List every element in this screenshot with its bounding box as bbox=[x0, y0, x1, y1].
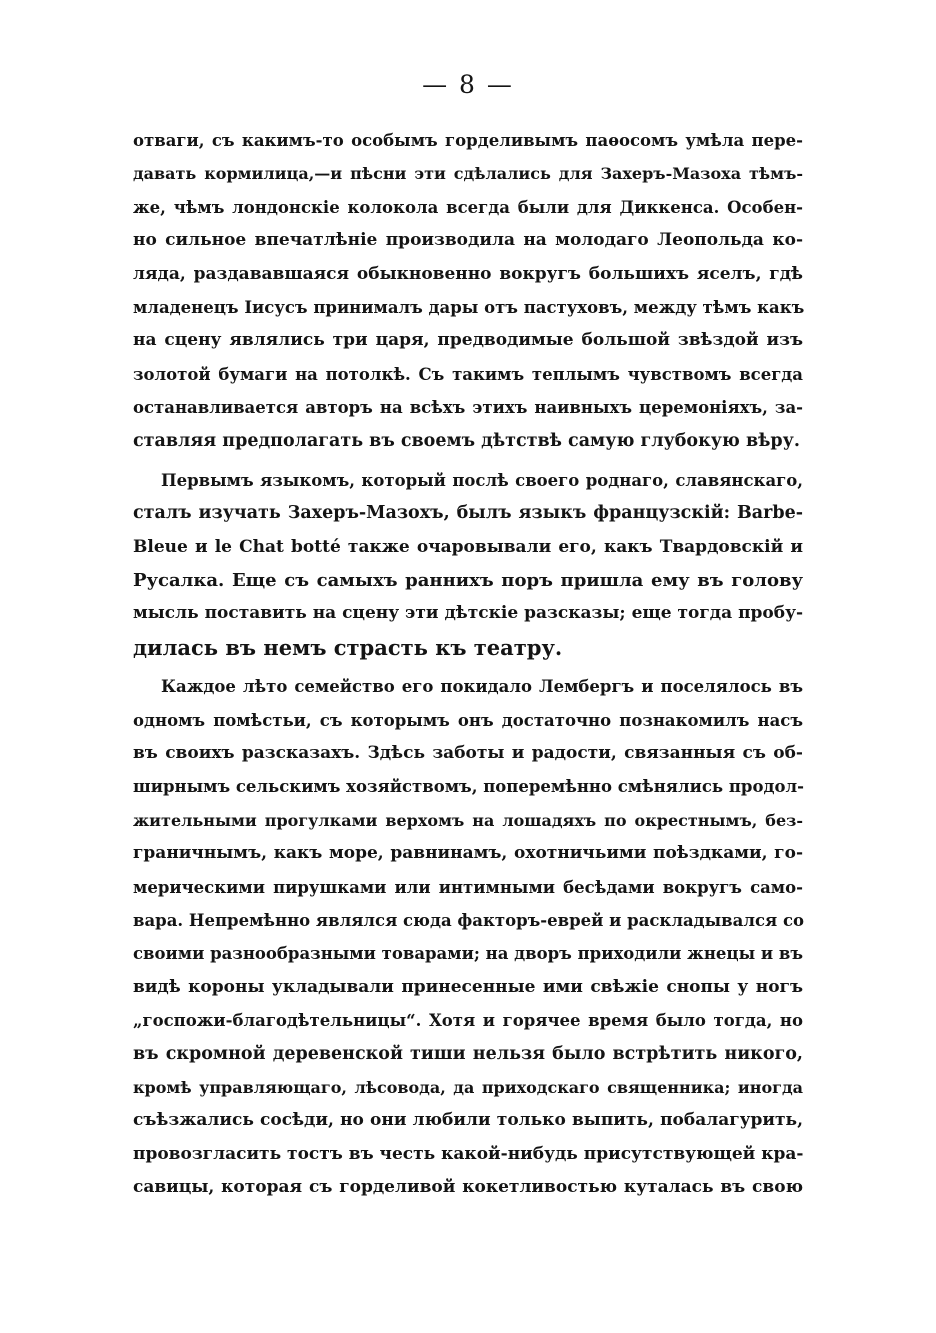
text-line: Первымъ языкомъ, который послѣ своего роднаго, славянскаго, bbox=[161, 470, 803, 490]
paragraph-1 bbox=[133, 124, 803, 458]
text-line: съѣзжались сосѣди, но они любили только выпить, побалагурить, bbox=[133, 1110, 803, 1131]
text-line: дилась въ немъ страсть къ театру. bbox=[133, 634, 563, 660]
text-line: Bleue и le Chat botté также очаровывали его, какъ Твардовскій и bbox=[133, 536, 803, 557]
text-line: ляда, раздававшаяся обыкновенно вокругъ большихъ яселъ, гдѣ bbox=[133, 263, 803, 284]
text-line: савицы, которая съ горделивой кокетливостью куталась въ свою bbox=[133, 1177, 803, 1198]
text-line: въ своихъ разсказахъ. Здѣсь заботы и радости, связанныя съ об- bbox=[133, 743, 803, 764]
text-line: мысль поставить на сцену эти дѣтскіе разсказы; еще тогда пробу- bbox=[133, 603, 804, 624]
text-line: своими разнообразными товарами; на дворъ приходили жнецы и въ bbox=[133, 944, 803, 964]
text-line: граничнымъ, какъ море, равнинамъ, охотничьими поѣздками, го- bbox=[133, 843, 803, 864]
text-line: но сильное впечатлѣніе производила на молодаго Леопольда ко- bbox=[133, 230, 803, 251]
text-line: Русалка. Еще съ самыхъ раннихъ поръ пришла ему въ голову bbox=[133, 570, 803, 592]
paragraph-3 bbox=[133, 670, 803, 1204]
text-line: ставляя предполагать въ своемъ дѣтствѣ самую глубокую вѣру. bbox=[133, 430, 800, 451]
text-line: давать кормилица,—и пѣсни эти сдѣлались для Захеръ-Мазоха тѣмъ- bbox=[133, 164, 803, 184]
text-line: золотой бумаги на потолкѣ. Съ такимъ теплымъ чувствомъ всегда bbox=[133, 364, 803, 384]
text-line: въ скромной деревенской тиши нельзя было встрѣтить никого, bbox=[133, 1043, 803, 1064]
text-line: видѣ короны укладывали принесенные ими свѣжіе снопы у ногъ bbox=[133, 976, 803, 997]
body-text bbox=[133, 124, 803, 1205]
text-line: отваги, съ какимъ-то особымъ горделивымъ паѳосомъ умѣла пере- bbox=[133, 131, 803, 150]
text-line: вара. Непремѣнно являлся сюда факторъ-еврей и раскладывался со bbox=[133, 910, 804, 930]
text-line: останавливается авторъ на всѣхъ этихъ наивныхъ церемоніяхъ, за- bbox=[133, 398, 803, 418]
text-line: жительными прогулками верхомъ на лошадяхъ по окрестнымъ, без- bbox=[133, 810, 803, 830]
text-line: провозгласить тостъ въ честь какой-нибудь присутствующей кра- bbox=[133, 1143, 804, 1164]
text-line: на сцену являлись три царя, предводимые большой звѣздой изъ bbox=[133, 330, 803, 351]
page-number: — 8 — bbox=[422, 70, 514, 99]
paragraph-2 bbox=[133, 464, 803, 664]
text-line: кромѣ управляющаго, лѣсовода, да приходскаго священника; иногда bbox=[133, 1077, 803, 1097]
text-line: же, чѣмъ лондонскіе колокола всегда были для Диккенса. Особен- bbox=[133, 197, 803, 217]
text-line: Каждое лѣто семейство его покидало Лембергъ и поселялось въ bbox=[161, 677, 803, 697]
text-line: младенецъ Іисусъ принималъ дары отъ пастуховъ, между тѣмъ какъ bbox=[133, 297, 805, 317]
text-line: „госпожи-благодѣтельницы“. Хотя и горячее время было тогда, но bbox=[133, 1011, 803, 1031]
text-line: ширнымъ сельскимъ хозяйствомъ, поперемѣнно смѣнялись продол- bbox=[133, 777, 804, 797]
text-line: сталъ изучать Захеръ-Мазохъ, былъ языкъ французскій: Barbe- bbox=[133, 503, 803, 524]
text-line: мерическими пирушками или интимными бесѣдами вокругъ само- bbox=[133, 877, 803, 897]
text-line: одномъ помѣстьи, съ которымъ онъ достаточно познакомилъ насъ bbox=[133, 710, 803, 730]
